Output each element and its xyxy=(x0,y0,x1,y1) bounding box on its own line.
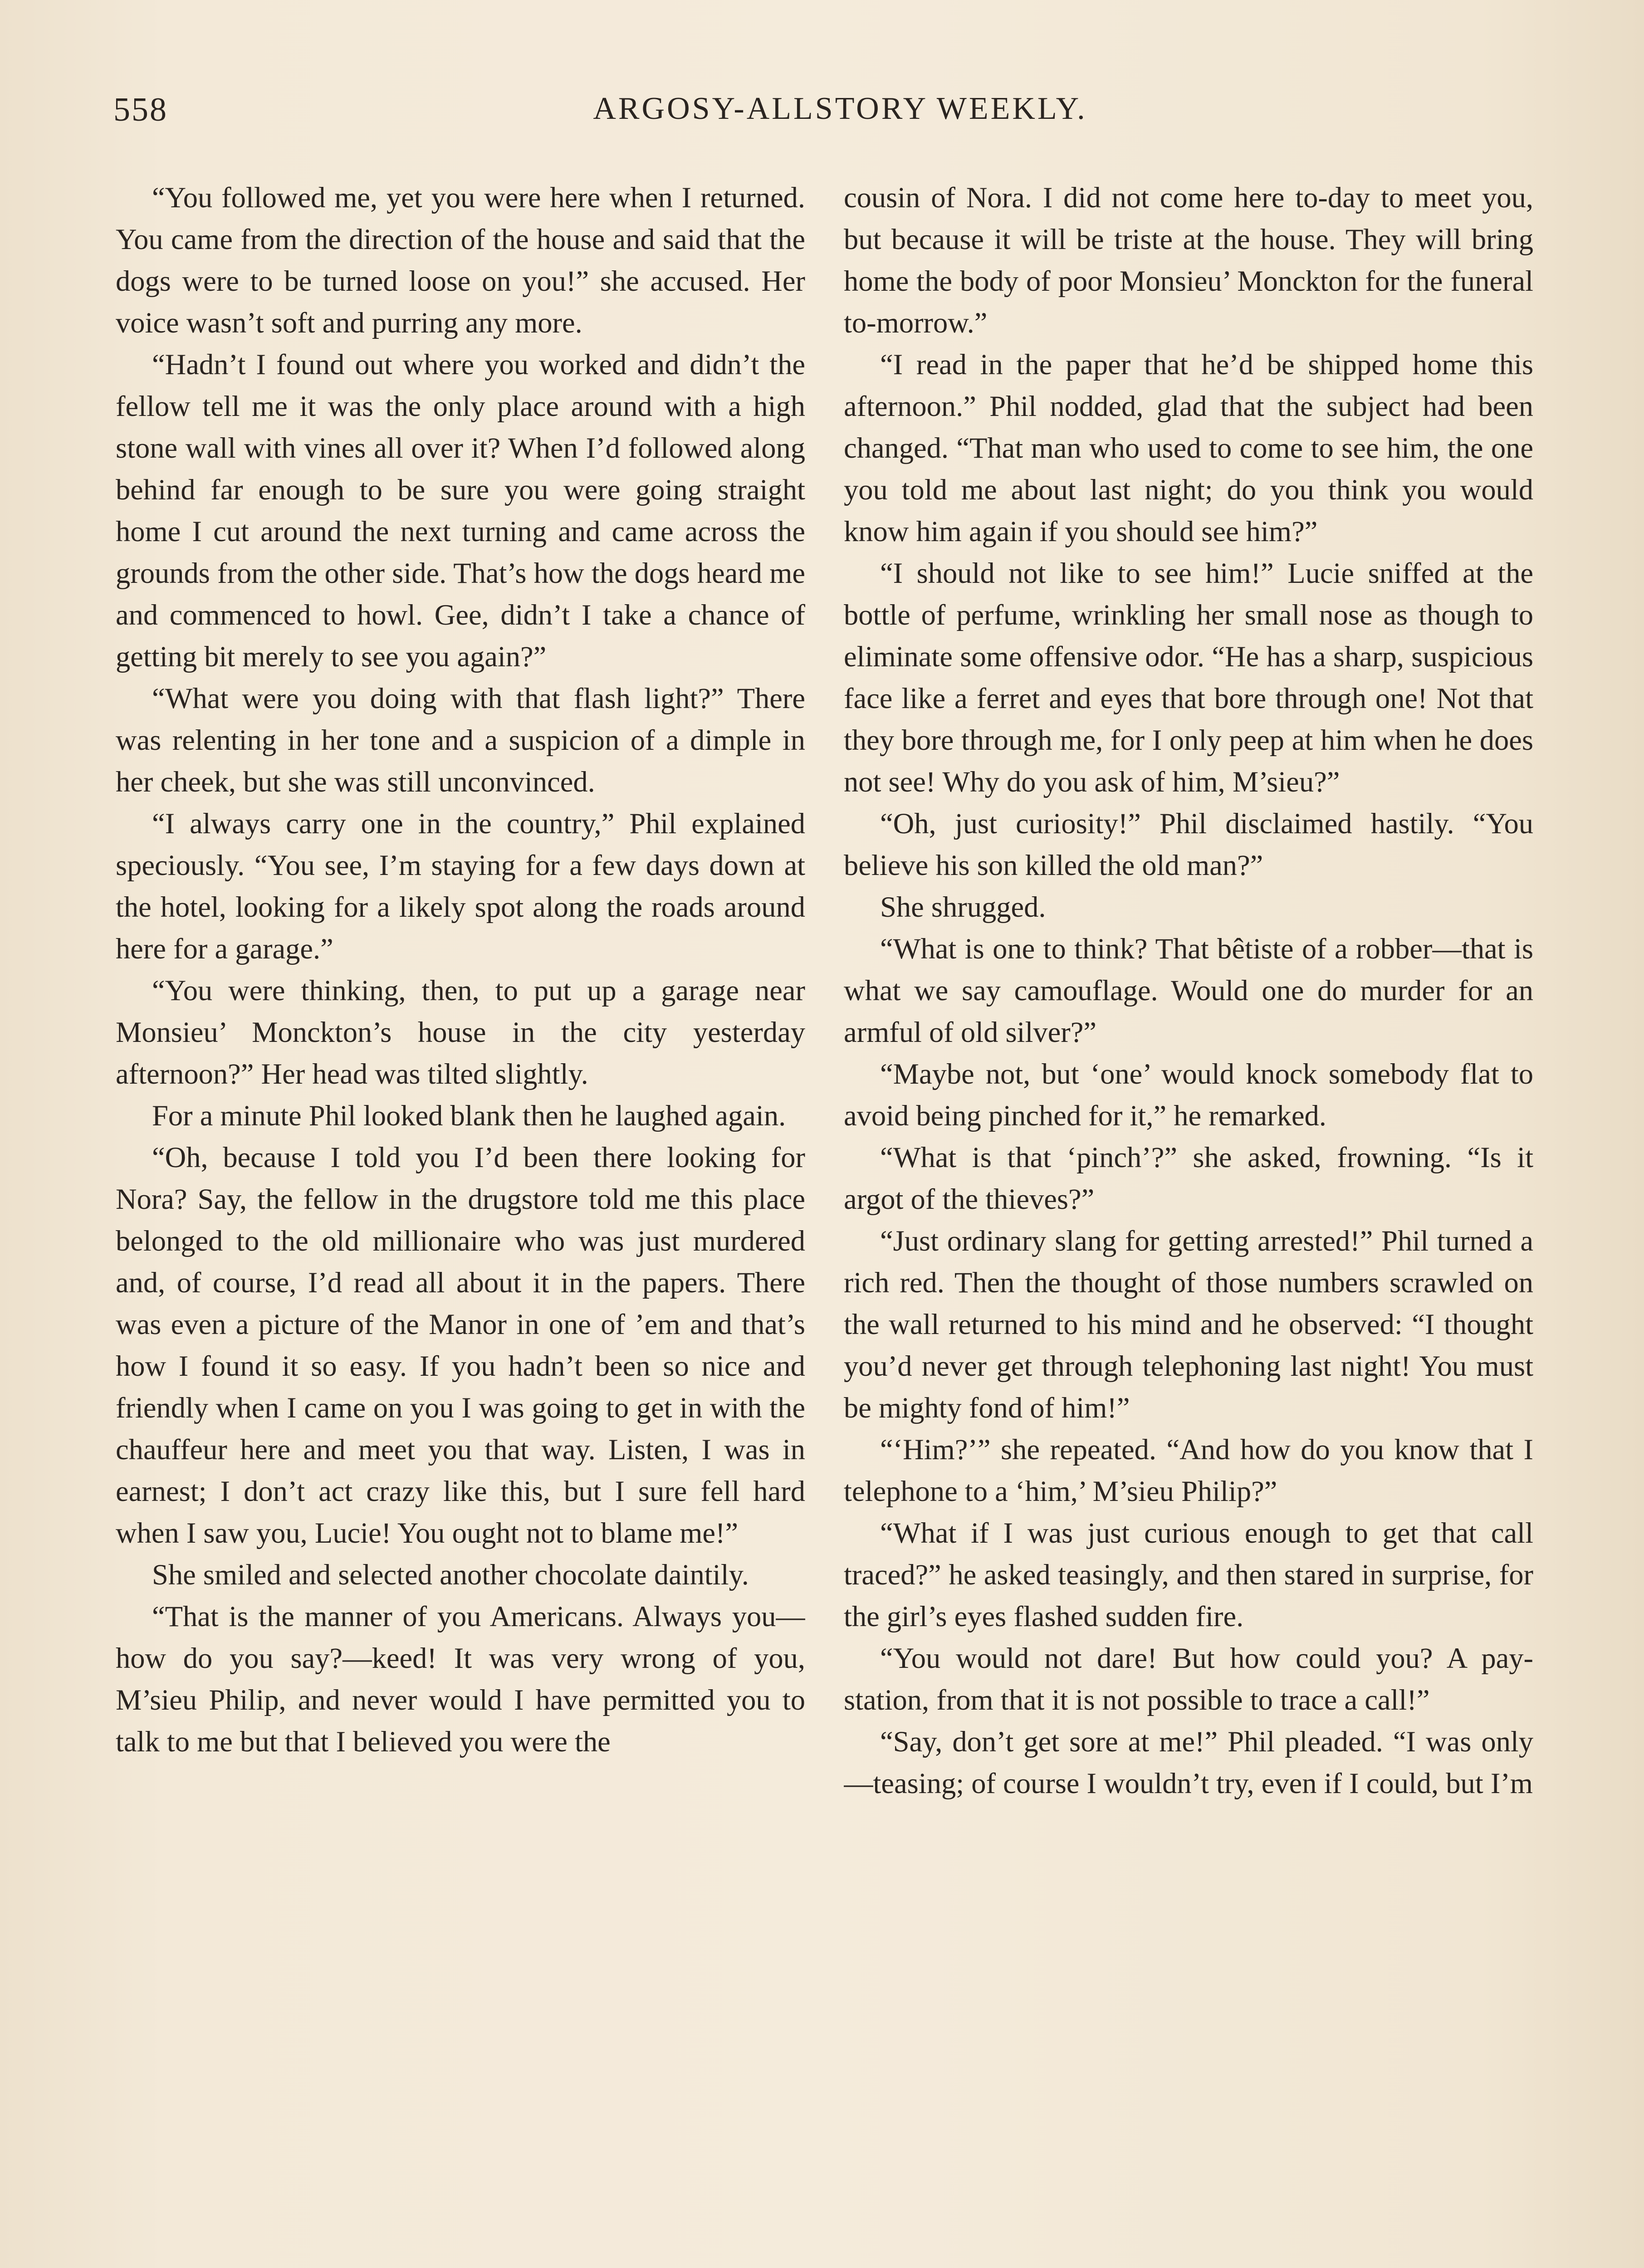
page-header xyxy=(113,91,1531,141)
paragraph: “‘Him?’” she repeated. “And how do you know that I telephone to a ‘him,’ M’sieu Philip?” xyxy=(844,1433,1533,1507)
paragraph: “What if I was just curious enough to get that call traced?” he asked teasingly, and then stared in surprise, for the girl’s eyes flashed sudden fire. xyxy=(844,1517,1533,1633)
paragraph: “What were you doing with that flash light?” There was relenting in her tone and a suspicion of a dimple in her cheek, but she was still unconvinced. xyxy=(116,682,805,798)
paragraph: “Say, don’t get sore at me!” Phil pleaded. “I was only—teasing; of course I wouldn’t try, even if I could, but I’m xyxy=(844,1725,1533,1799)
paragraph: “I read in the paper that he’d be shipped home this afternoon.” Phil nodded, glad that the subject had been changed. “That man who used to come to see him, the one you told me about last night; do you think you would know him again if you should see him?” xyxy=(844,348,1533,547)
paragraph-continuation: cousin of Nora. I did not come here to-day to meet you, but because it will be triste at the house. They will bring home the body of poor Monsieu’ Monckton for the funeral to-morrow.” xyxy=(844,181,1533,339)
paragraph: “Maybe not, but ‘one’ would knock somebody flat to avoid being pinched for it,” he remarked. xyxy=(844,1058,1533,1132)
paragraph: She shrugged. xyxy=(880,891,1046,923)
paragraph: For a minute Phil looked blank then he laughed again. xyxy=(152,1100,786,1132)
paragraph: “Oh, because I told you I’d been there looking for Nora? Say, the fellow in the drugstore told me this place belonged to the old millionaire who was just murdered and, of course, I’d read all about it in the papers. There was even a picture of the Manor in one of ’em and that’s how I found it so easy. If you hadn’t been so nice and friendly when I came on you I was going to get in with the chauffeur here and meet you that way. Listen, I was in earnest; I don’t act crazy like this, but I sure fell hard when I saw you, Lucie! You ought not to blame me!” xyxy=(116,1141,805,1549)
paragraph: She smiled and selected another chocolate daintily. xyxy=(152,1559,749,1591)
paragraph: “I should not like to see him!” Lucie sniffed at the bottle of perfume, wrinkling her small nose as though to eliminate some offensive odor. “He has a sharp, suspicious face like a ferret and eyes that bore through one! Not that they bore through me, for I only peep at him when he does not see! Why do you ask of him, M’sieu?” xyxy=(844,557,1533,798)
running-head: ARGOSY-ALLSTORY WEEKLY. xyxy=(593,91,1087,126)
paragraph: “What is that ‘pinch’?” she asked, frowning. “Is it argot of the thieves?” xyxy=(844,1141,1533,1215)
paragraph: “I always carry one in the country,” Phil explained speciously. “You see, I’m staying for a few days down at the hotel, looking for a likely spot along the roads around here for a garage.” xyxy=(116,807,805,965)
paragraph: “You followed me, yet you were here when I returned. You came from the direction of the house and said that the dogs were to be turned loose on you!” she accused. Her voice wasn’t soft and purring any more. xyxy=(116,181,805,339)
paragraph: “You would not dare! But how could you? A pay-station, from that it is not possible to trace a call!” xyxy=(844,1642,1533,1716)
paragraph: “Oh, just curiosity!” Phil disclaimed hastily. “You believe his son killed the old man?” xyxy=(844,807,1533,881)
text-columns xyxy=(116,177,1533,2268)
paragraph: “That is the manner of you Americans. Always you—how do you say?—keed! It was very wrong of you, M’sieu Philip, and never would I have permitted you to talk to me but that I believed you were the xyxy=(116,1600,805,1758)
left-column xyxy=(116,177,805,2268)
page-number: 558 xyxy=(113,91,168,128)
paragraph: “What is one to think? That bêtiste of a robber—that is what we say camouflage. Would one do murder for an armful of old silver?” xyxy=(844,933,1533,1048)
paragraph: “Hadn’t I found out where you worked and didn’t the fellow tell me it was the only place around with a high stone wall with vines all over it? When I’d followed along behind far enough to be sure you were going straight home I cut around the next turning and came across the grounds from the other side. That’s how the dogs heard me and commenced to howl. Gee, didn’t I take a chance of getting bit merely to see you again?” xyxy=(116,348,805,673)
paragraph: “You were thinking, then, to put up a garage near Monsieu’ Monckton’s house in the city yesterday afternoon?” Her head was tilted slightly. xyxy=(116,974,805,1090)
right-column xyxy=(844,177,1533,2268)
paragraph: “Just ordinary slang for getting arrested!” Phil turned a rich red. Then the thought of those numbers scrawled on the wall returned to his mind and he observed: “I thought you’d never get through telephoning last night! You must be mighty fond of him!” xyxy=(844,1225,1533,1424)
